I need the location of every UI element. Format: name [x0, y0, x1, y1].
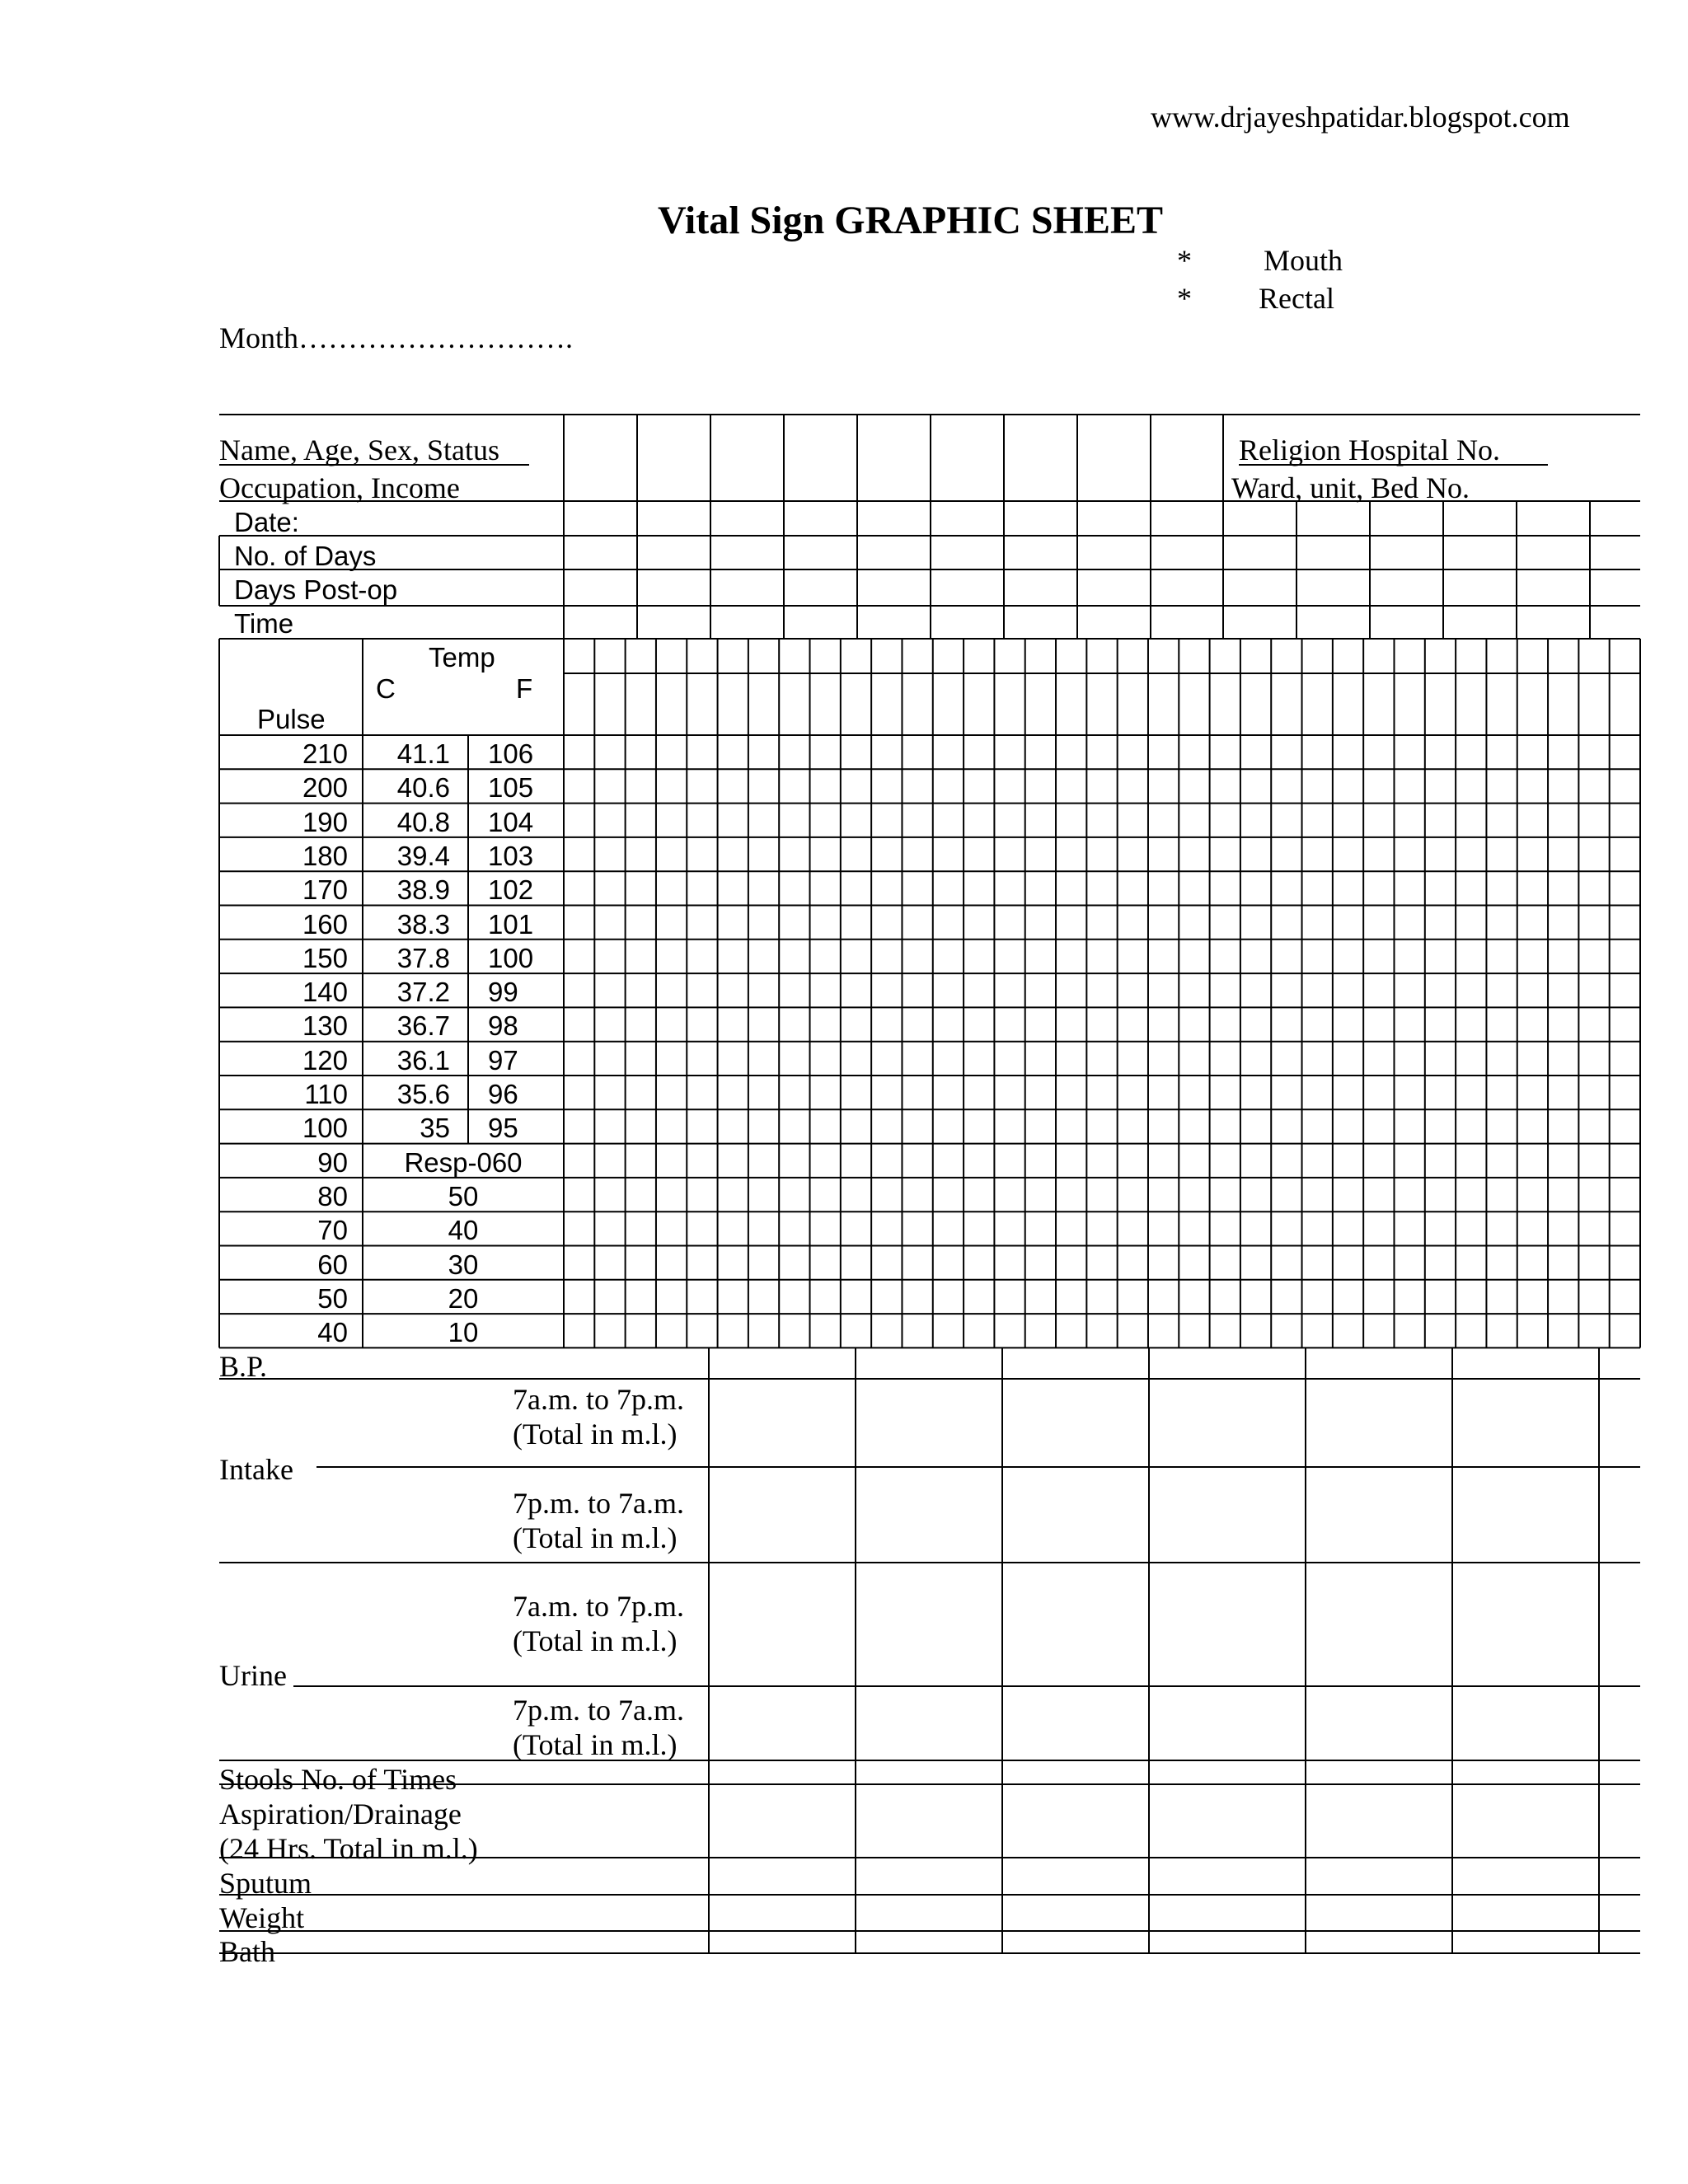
fahrenheit-scale-value: 96	[488, 1079, 518, 1109]
resp-scale-value: 30	[448, 1249, 479, 1280]
celsius-scale-value: 35.6	[396, 1079, 450, 1109]
urine-day-shift-label: 7a.m. to 7p.m.	[513, 1590, 684, 1623]
pulse-scale-value: 150	[302, 942, 348, 973]
legend-rectal-symbol: *	[1177, 282, 1192, 315]
resp-scale-value: 10	[448, 1317, 479, 1348]
name-age-sex-status-label: Name, Age, Sex, Status	[219, 434, 499, 466]
pulse-scale-value: 90	[317, 1146, 348, 1178]
intake-day-shift-label: 7a.m. to 7p.m.	[513, 1383, 684, 1416]
pulse-scale-value: 200	[302, 772, 348, 804]
website-url: www.drjayeshpatidar.blogspot.com	[1151, 101, 1570, 134]
no-of-days-row-label: No. of Days	[234, 541, 377, 571]
resp-scale-value: 50	[448, 1180, 479, 1212]
celsius-header: C	[376, 673, 396, 704]
fahrenheit-scale-value: 103	[488, 840, 534, 871]
pulse-scale-value: 190	[302, 806, 348, 837]
celsius-scale-value: 39.4	[396, 840, 450, 871]
page-title: Vital Sign GRAPHIC SHEET	[658, 199, 1164, 242]
celsius-scale-value: 41.1	[396, 738, 450, 769]
fahrenheit-scale-value: 102	[488, 874, 534, 906]
pulse-scale-value: 80	[317, 1180, 348, 1212]
urine-day-total-label: (Total in m.l.)	[513, 1624, 678, 1657]
resp-scale-value: 40	[448, 1215, 479, 1246]
celsius-scale-value: 37.2	[396, 977, 450, 1008]
fahrenheit-header: F	[516, 673, 533, 704]
aspiration-label: Aspiration/Drainage	[219, 1797, 462, 1830]
legend-mouth-symbol: *	[1177, 244, 1192, 277]
pulse-scale-value: 140	[302, 977, 348, 1008]
fahrenheit-scale-value: 99	[488, 977, 518, 1008]
ward-unit-bed-label: Ward, unit, Bed No.	[1231, 471, 1470, 504]
sputum-label: Sputum	[219, 1867, 312, 1900]
fahrenheit-scale-value: 100	[488, 942, 534, 973]
bp-label: B.P.	[219, 1350, 268, 1383]
pulse-scale-value: 60	[317, 1249, 348, 1280]
aspiration-total-label: (24 Hrs. Total in m.l.)	[219, 1832, 478, 1865]
stools-label: Stools No. of Times	[219, 1763, 457, 1796]
weight-label: Weight	[219, 1901, 305, 1934]
occupation-income-label: Occupation, Income	[219, 471, 460, 504]
celsius-scale-value: 36.1	[396, 1044, 450, 1076]
pulse-scale-value: 100	[302, 1113, 348, 1144]
legend-rectal-label: Rectal	[1259, 282, 1334, 315]
month-field[interactable]: Month……………………….	[219, 321, 574, 354]
pulse-header: Pulse	[257, 704, 326, 734]
fahrenheit-scale-value: 98	[488, 1010, 518, 1042]
pulse-scale-value: 180	[302, 840, 348, 871]
intake-night-total-label: (Total in m.l.)	[513, 1521, 678, 1554]
intake-night-shift-label: 7p.m. to 7a.m.	[513, 1487, 684, 1520]
date-row-label: Date:	[234, 507, 299, 537]
religion-hospital-no-label: Religion Hospital No.	[1239, 434, 1500, 466]
fahrenheit-scale-value: 104	[488, 806, 534, 837]
pulse-scale-value: 170	[302, 874, 348, 906]
celsius-scale-value: 40.8	[396, 806, 450, 837]
fahrenheit-scale-value: 101	[488, 908, 534, 940]
bath-label: Bath	[219, 1935, 275, 1968]
temp-header: Temp	[429, 642, 495, 673]
celsius-scale-value: 35	[420, 1113, 450, 1144]
intake-label: Intake	[219, 1453, 293, 1486]
celsius-scale-value: 38.9	[396, 874, 450, 906]
celsius-scale-value: 38.3	[396, 908, 450, 940]
fahrenheit-scale-value: 95	[488, 1113, 518, 1144]
pulse-scale-value: 160	[302, 908, 348, 940]
fahrenheit-scale-value: 106	[488, 738, 534, 769]
pulse-scale-value: 210	[302, 738, 348, 769]
urine-night-shift-label: 7p.m. to 7a.m.	[513, 1694, 684, 1727]
urine-label: Urine	[219, 1659, 287, 1692]
pulse-scale-value: 40	[317, 1317, 348, 1348]
pulse-scale-value: 70	[317, 1215, 348, 1246]
pulse-scale-value: 130	[302, 1010, 348, 1042]
resp-scale-value: 20	[448, 1282, 479, 1314]
celsius-scale-value: 40.6	[396, 772, 450, 804]
pulse-scale-value: 110	[304, 1079, 348, 1109]
celsius-scale-value: 36.7	[396, 1010, 450, 1042]
pulse-scale-value: 50	[317, 1282, 348, 1314]
days-post-op-row-label: Days Post-op	[234, 574, 398, 605]
intake-day-total-label: (Total in m.l.)	[513, 1418, 678, 1451]
urine-night-total-label: (Total in m.l.)	[513, 1728, 678, 1761]
pulse-scale-value: 120	[302, 1044, 348, 1076]
fahrenheit-scale-value: 105	[488, 772, 534, 804]
legend-mouth-label: Mouth	[1264, 244, 1343, 277]
resp-scale-value: Resp-060	[404, 1146, 523, 1178]
fahrenheit-scale-value: 97	[488, 1044, 518, 1076]
celsius-scale-value: 37.8	[396, 942, 450, 973]
time-row-label: Time	[234, 608, 294, 639]
